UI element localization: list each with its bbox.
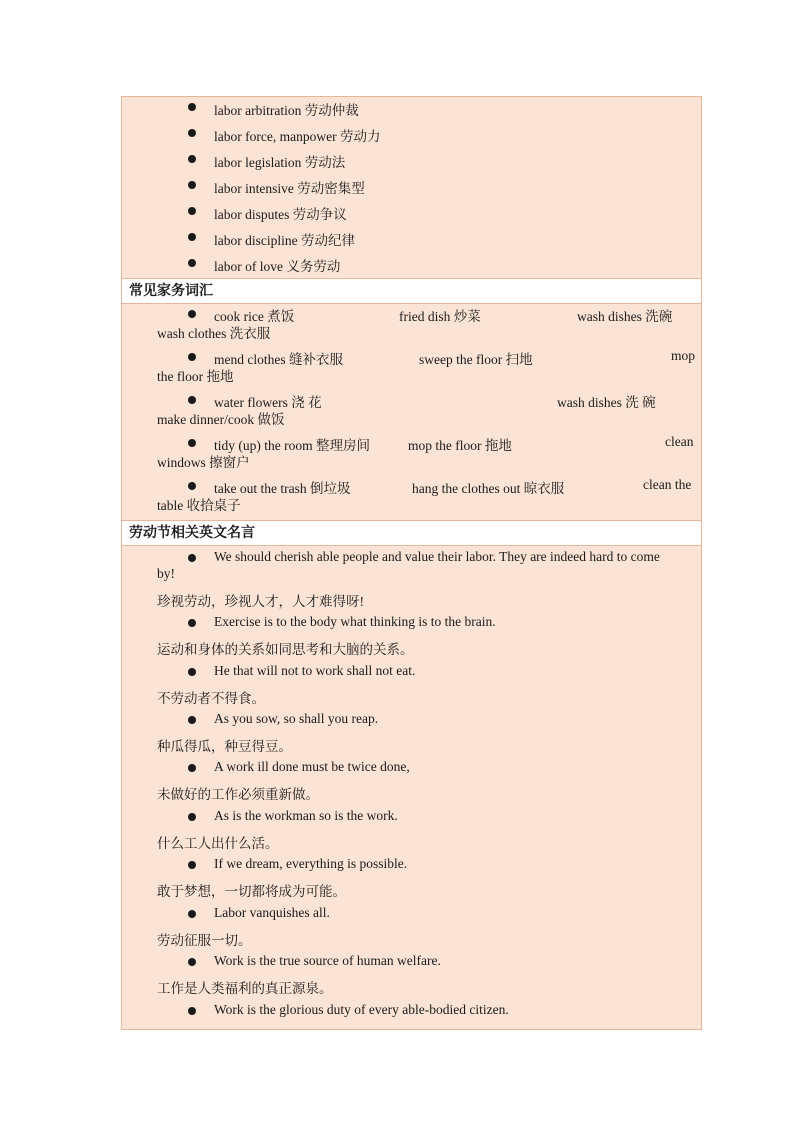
bullet-icon [188,619,196,627]
term-text: wash clothes 洗衣服 [157,326,271,341]
quote-english: As is the workman so is the work. [214,808,398,823]
term-text: fried dish 炒菜 [399,309,481,324]
term-text: windows 擦窗户 [157,455,250,470]
term-text: tidy (up) the room 整理房间 [214,438,370,453]
quote-english: Exercise is to the body what thinking is to the brain. [214,614,496,629]
bullet-icon [188,958,196,966]
quote-english: We should cherish able people and value their labor. They are indeed hard to come [214,549,660,564]
bullet-icon [188,668,196,676]
quote-english: Labor vanquishes all. [214,905,330,920]
bullet-icon [188,353,196,361]
list-item-text: labor intensive 劳动密集型 [214,181,365,196]
quote-english: by! [157,566,175,581]
term-text: mop the floor 拖地 [408,438,512,453]
section-heading-quotes: 劳动节相关英文名言 [122,521,701,546]
quote-chinese: 珍视劳动，珍视人才，人才难得呀! [157,594,364,609]
term-text: table 收拾桌子 [157,498,241,513]
bullet-icon [188,103,196,111]
term-text: the floor 拖地 [157,369,234,384]
term-text: sweep the floor 扫地 [419,352,533,367]
bullet-icon [188,155,196,163]
bullet-icon [188,861,196,869]
list-item-text: labor arbitration 劳动仲裁 [214,103,359,118]
quote-english: He that will not to work shall not eat. [214,663,416,678]
bullet-icon [188,207,196,215]
bullet-icon [188,310,196,318]
quote-chinese: 什么工人出什么活。 [157,836,279,851]
quote-english: Work is the true source of human welfare. [214,953,441,968]
term-text: wash dishes 洗 碗 [557,395,656,410]
term-text: cook rice 煮饭 [214,309,295,324]
term-text: water flowers 浇 花 [214,395,322,410]
quote-chinese: 种瓜得瓜，种豆得豆。 [157,739,292,754]
section-heading-housework: 常见家务词汇 [122,279,701,304]
term-text: hang the clothes out 晾衣服 [412,481,565,496]
term-text: make dinner/cook 做饭 [157,412,285,427]
term-text: mop [671,348,696,363]
list-item [122,151,701,171]
bullet-icon [188,259,196,267]
list-item [122,125,701,145]
bullet-icon [188,910,196,918]
quote-chinese: 运动和身体的关系如同思考和大脑的关系。 [157,642,414,657]
list-item-text: labor force, manpower 劳动力 [214,129,381,144]
housework-terms-cell [122,304,701,521]
list-item [122,177,701,197]
term-text: clean the [643,477,692,492]
list-item [122,203,701,223]
bullet-icon [188,181,196,189]
quote-english: A work ill done must be twice done, [214,759,410,774]
quote-chinese: 不劳动者不得食。 [157,691,265,706]
list-item-text: labor of love 义务劳动 [214,259,341,274]
list-item-text: labor disputes 劳动争议 [214,207,347,222]
list-item-text: labor discipline 劳动纪律 [214,233,355,248]
quote-english: Work is the glorious duty of every able-bodied citizen. [214,1002,509,1017]
labor-terms-cell [122,97,701,279]
vocabulary-table [121,96,702,1030]
bullet-icon [188,233,196,241]
bullet-icon [188,716,196,724]
bullet-icon [188,764,196,772]
quote-english: If we dream, everything is possible. [214,856,408,871]
term-text: wash dishes 洗碗 [577,309,673,324]
list-item [122,255,701,275]
bullet-icon [188,396,196,404]
list-item [122,99,701,119]
quote-chinese: 工作是人类福利的真正源泉。 [157,981,333,996]
bullet-icon [188,554,196,562]
term-text: take out the trash 倒垃圾 [214,481,351,496]
quote-chinese: 敢于梦想，一切都将成为可能。 [157,884,346,899]
list-item [122,229,701,249]
quote-english: As you sow, so shall you reap. [214,711,379,726]
quote-chinese: 劳动征服一切。 [157,933,252,948]
quote-chinese: 未做好的工作必须重新做。 [157,787,319,802]
term-text: mend clothes 缝补衣服 [214,352,343,367]
quotes-cell [122,546,701,1029]
term-text: clean [665,434,694,449]
bullet-icon [188,1007,196,1015]
bullet-icon [188,129,196,137]
bullet-icon [188,813,196,821]
bullet-icon [188,482,196,490]
list-item-text: labor legislation 劳动法 [214,155,346,170]
bullet-icon [188,439,196,447]
